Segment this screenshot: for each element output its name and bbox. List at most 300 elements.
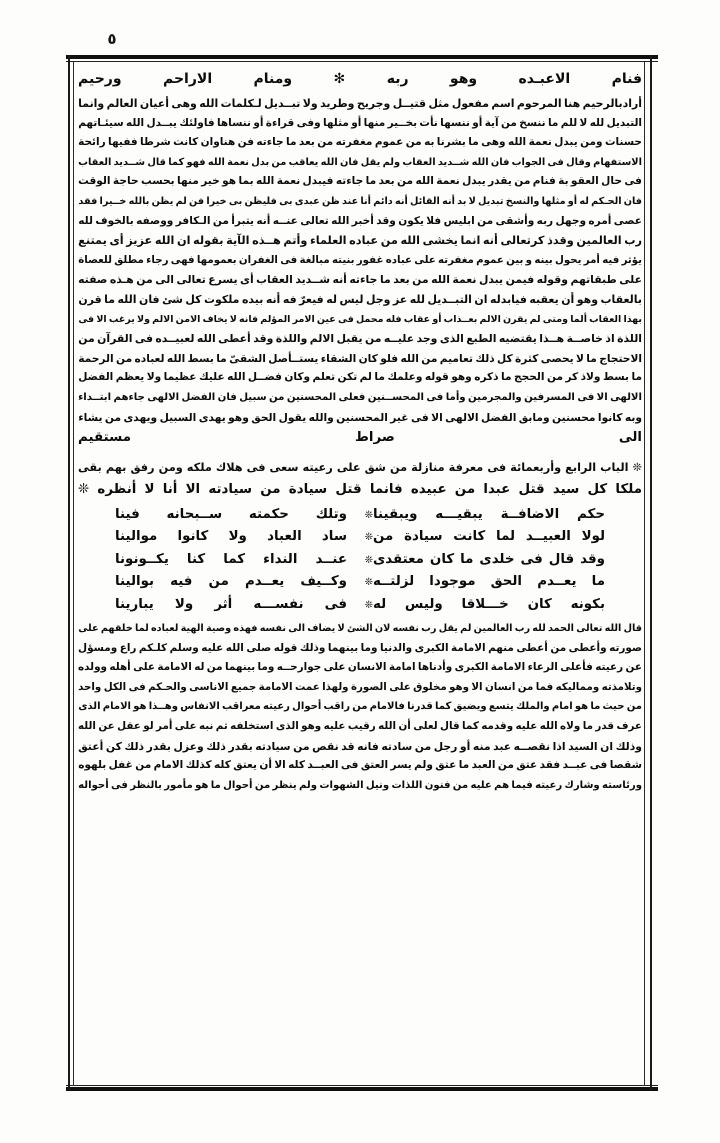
poem-verse <box>78 549 642 571</box>
text-line <box>78 717 642 737</box>
text-word: ما <box>631 371 642 384</box>
text-word: بسط <box>187 351 214 365</box>
text-word: لعبيــده <box>155 332 195 346</box>
text-word: ثم <box>215 720 228 733</box>
text-word: يسرع <box>208 273 238 287</box>
text-word: تعلم <box>312 371 336 384</box>
text-word: أمر <box>156 720 173 733</box>
text-word: عبدى <box>294 195 320 207</box>
text-word: أن <box>561 292 575 306</box>
text-word: مغفرته <box>438 254 474 266</box>
text-word: هناوان <box>200 136 236 149</box>
text-word: من <box>254 779 271 791</box>
text-word: من <box>116 351 133 365</box>
text-word: بشرنا <box>436 136 466 149</box>
text-word: كان <box>358 351 378 365</box>
text-word: ففيها <box>108 136 138 149</box>
text-word: هو <box>574 701 589 713</box>
text-word: وجهل <box>555 214 587 227</box>
text-word: ذلك <box>475 351 495 365</box>
text-word: ما <box>590 701 601 713</box>
text-word: يحصى <box>540 351 574 365</box>
text-word: ننسها <box>440 116 470 129</box>
text-word: بنيته <box>331 254 355 266</box>
text-word: وولده <box>78 661 108 674</box>
text-word: القرآن <box>97 332 133 346</box>
text-line <box>78 639 642 659</box>
poem-verse <box>78 594 642 616</box>
text-word: فلو <box>380 351 399 365</box>
text-word: أنه <box>442 195 455 207</box>
text-word: التبديل <box>606 116 642 129</box>
text-word: الله <box>400 234 420 248</box>
text-word: نعمة <box>436 175 460 188</box>
text-word: وهو <box>449 680 469 693</box>
text-word: ولاذ <box>580 371 601 384</box>
text-word: جوارحــه <box>276 661 322 674</box>
poem-block <box>78 504 642 616</box>
text-word: هــذا <box>539 332 565 346</box>
text-word: كلـكم <box>138 641 168 654</box>
text-word: عبد <box>493 739 512 753</box>
text-word: لعباده <box>150 623 179 635</box>
text-line <box>78 368 642 388</box>
text-word: والدنيا <box>380 641 413 654</box>
text-word: ويهدى <box>123 410 158 424</box>
text-line <box>78 172 642 192</box>
opening-line: فنام الاعبـده وهو ربه ✻ ومنام الاراحم ورحيم <box>78 71 642 87</box>
text-word: من <box>104 410 122 424</box>
text-word: أعيان <box>139 97 169 110</box>
text-word: الاحتجاج <box>599 351 642 365</box>
text-word: وتلامذته <box>601 680 642 693</box>
text-word: خيرا <box>206 195 227 207</box>
text-word: سيئـاتهم <box>78 116 124 129</box>
text-word: فان <box>623 195 642 207</box>
text-word: شــديد <box>113 156 146 168</box>
text-word: الله <box>199 97 219 110</box>
text-word: رائحة <box>78 136 106 149</box>
text-word: شــديد <box>437 156 470 168</box>
text-word: عتق <box>516 759 538 772</box>
text-word: المحســنين <box>367 391 424 403</box>
text-word: العالمين <box>576 234 622 248</box>
text-word: ذلك <box>206 739 226 753</box>
text-word: من <box>206 661 223 674</box>
text-word: أخبر <box>351 214 374 227</box>
text-word: عنــه <box>272 214 298 227</box>
text-word: يقول <box>278 410 307 424</box>
text-word: شئ <box>162 292 183 306</box>
text-word: حال <box>601 175 622 188</box>
text-line <box>78 756 642 776</box>
text-word: أو <box>567 195 578 207</box>
text-word: فى <box>577 391 595 403</box>
text-word: وأشقى <box>495 214 535 227</box>
text-word: حيث <box>602 701 625 713</box>
text-word: ننسخ <box>519 116 546 129</box>
text-word: فى <box>547 156 564 168</box>
text-word: وذلك <box>615 739 642 753</box>
text-word: ما <box>586 351 597 365</box>
text-word: شقصا <box>609 759 642 772</box>
text-word: ومسؤل <box>78 641 118 654</box>
text-word: يقل <box>438 623 458 635</box>
text-word: لا <box>468 195 476 207</box>
text-word: كانت <box>173 136 199 149</box>
text-word: خير <box>201 175 220 188</box>
text-word: عموم <box>476 254 504 266</box>
text-word: غير <box>390 410 409 424</box>
text-word: الانسان <box>347 661 387 674</box>
text-word: فه <box>282 292 297 306</box>
text-word: بعــذاب <box>443 313 478 325</box>
text-word: الالهى <box>445 410 479 424</box>
text-word: الذى <box>78 701 101 713</box>
text-word: وما <box>360 641 378 654</box>
text-word: هم <box>494 779 510 791</box>
text-word: على <box>619 273 642 287</box>
verse-hemistich-first: بكونه كان خـــلاقا وليس له <box>373 596 605 612</box>
text-word: عظيما <box>163 371 197 384</box>
text-word: راع <box>119 641 137 654</box>
text-word: يعتق <box>233 759 257 772</box>
text-word: بالنظر <box>130 779 162 791</box>
text-word: قوله <box>273 641 298 654</box>
text-word: نعمة <box>528 136 552 149</box>
text-word: ومتى <box>542 313 569 325</box>
text-word: على <box>174 720 197 733</box>
text-word: العقاب <box>256 273 293 287</box>
text-word: وقد <box>253 332 274 346</box>
text-word: مبالغة <box>299 254 330 266</box>
text-word: بين <box>506 254 524 266</box>
text-word: وقدذ <box>547 234 574 248</box>
text-word: من <box>380 234 398 248</box>
text-word: الى <box>288 623 306 635</box>
text-line <box>78 310 642 330</box>
text-word: لعلى <box>413 720 438 733</box>
verse-separator-ornament: ❊ <box>364 532 373 544</box>
text-word: ملكوت <box>204 292 240 306</box>
text-word: ولم <box>298 779 317 791</box>
text-word: الله <box>125 116 145 129</box>
text-word: عباده <box>385 254 412 266</box>
text-word: جاءته <box>349 273 378 287</box>
text-word: و <box>525 254 533 266</box>
text-word: مثلها <box>541 195 566 207</box>
text-word: ما <box>547 116 559 129</box>
text-word: العلماء <box>309 234 347 248</box>
text-word: الحق <box>251 410 277 424</box>
text-word: فان <box>217 391 237 403</box>
text-word: قرن <box>78 292 102 306</box>
frame-inner-rule-right <box>644 62 645 1086</box>
text-word: عقل <box>117 720 141 733</box>
text-word: جاءته <box>256 136 284 149</box>
text-word: يشاء <box>78 410 103 424</box>
text-word: وما <box>257 661 275 674</box>
text-word: لعباده <box>134 351 165 365</box>
text-word: عقاب <box>403 313 431 325</box>
text-word: فهو <box>186 156 206 168</box>
text-word: رعيته <box>263 701 290 713</box>
text-word: نعمة <box>276 175 301 188</box>
text-line <box>78 658 642 678</box>
text-word: أو <box>432 313 442 325</box>
text-word: يخاف <box>202 313 228 325</box>
text-word: ان <box>600 739 614 753</box>
text-line <box>78 408 642 428</box>
text-line <box>78 619 642 639</box>
text-word: عليك <box>198 371 225 384</box>
text-word: كر <box>565 371 579 384</box>
text-word: وهو <box>451 371 472 384</box>
text-word: بعد <box>298 136 315 149</box>
text-word: انسان <box>484 680 516 693</box>
text-word: آية <box>484 116 499 129</box>
text-word: وجريح <box>356 97 391 110</box>
text-word: كما <box>462 720 479 733</box>
text-word: أو <box>351 116 362 129</box>
text-word: الكل <box>103 680 127 693</box>
text-word: الله <box>378 720 397 733</box>
text-word: لا <box>579 116 588 129</box>
text-word: بينه <box>534 254 553 266</box>
verse-hemistich-second: فى نفســـه أثر ولا يبارينا <box>115 596 347 612</box>
text-word: أحوال <box>223 779 253 791</box>
text-word: وقال <box>566 156 591 168</box>
text-word: سادته <box>381 739 413 753</box>
text-word: ولا <box>146 371 162 384</box>
text-word: بهذا <box>623 313 642 325</box>
text-word: فان <box>339 156 359 168</box>
text-word: كثرة <box>515 351 539 365</box>
text-word: تكن <box>337 371 358 384</box>
text-word: أحوال <box>292 701 322 713</box>
text-word: فهذه <box>233 623 258 635</box>
text-line <box>78 251 642 271</box>
body-paragraph-top <box>78 94 642 427</box>
text-word: الفضل <box>78 371 114 384</box>
text-word: من <box>136 273 153 287</box>
text-word: القائل <box>410 195 440 207</box>
text-word: له <box>579 195 589 207</box>
text-word: أمر <box>583 254 600 266</box>
text-word: لا <box>337 623 345 635</box>
text-word: الا <box>96 313 107 325</box>
text-word: الاناسى <box>189 680 229 693</box>
text-word: وبه <box>624 410 642 424</box>
text-word: الله <box>507 136 527 149</box>
text-word: أنه <box>256 214 271 227</box>
text-word: فى <box>337 313 354 325</box>
text-word: انما <box>460 234 481 248</box>
text-word: جاءته <box>335 175 364 188</box>
text-word: هو <box>195 779 209 791</box>
text-word: ولا <box>302 97 318 110</box>
text-word: بالله <box>128 195 150 207</box>
text-word: على <box>389 680 411 693</box>
text-word: بعد <box>393 273 410 287</box>
text-word: أرادبالرحيم <box>582 97 642 110</box>
text-word: من <box>271 156 287 168</box>
text-word: الالم <box>479 313 501 325</box>
text-word: بقدر <box>146 739 171 753</box>
text-word: رعيته <box>535 779 563 791</box>
text-word: لو <box>143 720 154 733</box>
text-word: الكبرى <box>454 661 489 674</box>
text-word: فقد <box>78 195 98 207</box>
text-word: الحمد <box>547 623 574 635</box>
text-word: فنون <box>424 779 451 791</box>
body-paragraph-bottom <box>78 619 642 795</box>
text-word: المرحوم <box>516 97 562 110</box>
text-word: محسنين <box>552 410 596 424</box>
text-word: من <box>414 739 432 753</box>
text-word: نأت <box>419 116 438 129</box>
verse-hemistich-first: حكم الاضافــة يبقيـــه ويبقينا <box>373 507 605 523</box>
text-line <box>78 290 642 310</box>
text-word: ما <box>216 351 227 365</box>
text-word: أى <box>109 234 124 248</box>
text-word: بخــير <box>387 116 418 129</box>
text-word: وجد <box>416 332 438 346</box>
text-word: رجل <box>433 739 458 753</box>
text-word: عرف <box>616 720 642 733</box>
text-word: تبديل <box>478 195 504 207</box>
text-word: مخلوق <box>413 680 447 693</box>
text-word: وسلم <box>169 641 199 654</box>
text-word: يحول <box>554 254 582 266</box>
verse-hemistich-second: وتلك حكمته ســبحانه فينا <box>115 507 347 523</box>
text-word: من <box>452 779 469 791</box>
chapter-heading-line-2: ملكا كل سيد قتل عبدا من عبيده فانما قتل سيادة من سيادته الا أنا لا أنظره ❊ <box>78 482 642 498</box>
text-word: مفعول <box>451 97 489 110</box>
text-word: يعقبه <box>529 292 559 306</box>
text-word: عليه <box>201 641 224 654</box>
text-word: قال <box>623 623 642 635</box>
text-word: الانفاس <box>180 701 220 713</box>
text-line <box>78 270 642 290</box>
text-word: خلقهم <box>100 623 133 635</box>
text-word: كل <box>497 351 513 365</box>
text-word: نقصــه <box>513 739 551 753</box>
text-word: الله <box>431 273 450 287</box>
text-word: وأتم <box>283 234 308 248</box>
chapter-heading <box>78 457 642 501</box>
text-word: يستــأصل <box>268 351 319 365</box>
text-word: الالم <box>152 313 174 325</box>
text-word: من <box>517 680 534 693</box>
text-word: لا <box>229 313 237 325</box>
text-word: تعالى <box>576 623 603 635</box>
text-word: ما <box>104 292 116 306</box>
text-word: فالامام <box>369 701 405 713</box>
text-line <box>78 776 642 796</box>
text-word: يضاف <box>307 623 336 635</box>
text-word: أى <box>240 273 254 287</box>
text-word: العالم <box>106 97 138 110</box>
text-word: الجواب <box>511 156 546 168</box>
page-text-column <box>78 66 642 795</box>
text-word: العالمين <box>473 623 513 635</box>
text-word: فيما <box>511 779 533 791</box>
text-word: يقرن <box>503 313 528 325</box>
text-word: صفته <box>78 273 108 287</box>
text-word: الشئ <box>346 623 373 635</box>
verse-separator-ornament: ❊ <box>364 599 373 611</box>
text-word: فهى <box>170 254 195 266</box>
text-word: نعمة <box>452 273 477 287</box>
text-word: الله <box>78 720 96 733</box>
text-word: لم <box>529 313 541 325</box>
text-word: أنه <box>265 292 281 306</box>
text-word: الفضل <box>181 391 216 403</box>
text-word: الله <box>415 175 434 188</box>
text-word: الشقىّ <box>229 351 266 365</box>
text-word: العقاب <box>78 156 112 168</box>
text-word: رعيته <box>595 661 624 674</box>
text-word: أعتق <box>78 739 104 753</box>
text-word: من <box>364 332 382 346</box>
chapter-heading-line-1: ❊ الباب الرابع وأربعمائة فى معرفة منازلة من شق على رعيته سعى فى هلاك ملكه ومن رفق بهم بقى <box>78 461 642 475</box>
text-word: فنام <box>532 175 556 188</box>
text-word: يخشى <box>422 234 458 248</box>
text-word: الله <box>196 332 216 346</box>
text-word: الله <box>207 156 225 168</box>
text-word: قدر <box>595 720 615 733</box>
text-word: من <box>78 332 95 346</box>
text-word: الرحمة <box>78 351 114 365</box>
text-word: عين <box>316 313 336 325</box>
text-word: قال <box>440 720 460 733</box>
text-word: نفسه <box>259 623 287 635</box>
text-word: الالهى <box>147 391 180 403</box>
text-word: فأعلى <box>560 661 593 674</box>
text-line <box>78 737 642 757</box>
text-word: غفل <box>108 759 133 772</box>
text-word: الامام <box>102 701 132 713</box>
text-word: يتسع <box>488 701 514 713</box>
text-word: ما <box>286 136 297 149</box>
text-word: عليه <box>323 720 346 733</box>
text-word: مغفرته <box>335 136 373 149</box>
text-word: قدرنا <box>407 701 433 713</box>
text-word: لله <box>532 623 546 635</box>
text-word: رب <box>624 234 642 248</box>
text-line <box>78 349 642 369</box>
text-word: راقب <box>323 701 350 713</box>
text-word: والله <box>308 410 334 424</box>
text-word: فلا <box>426 214 442 227</box>
text-word: غفور <box>356 254 384 266</box>
text-word: تعاميم <box>439 351 473 365</box>
text-word: الله <box>539 720 558 733</box>
text-word: بالعقاب <box>600 292 642 306</box>
text-word: جميع <box>230 680 257 693</box>
text-word: للعصاة <box>78 254 112 266</box>
text-word: بى <box>279 195 293 207</box>
text-word: الا <box>274 759 286 772</box>
text-word: لله <box>78 214 93 227</box>
text-word: يسر <box>390 759 412 772</box>
text-word: واللذة <box>275 332 308 346</box>
text-word: ومماليكه <box>555 680 600 693</box>
text-word: المحسنين <box>286 391 337 403</box>
text-word: العبــد <box>307 759 339 772</box>
text-word: ليس <box>339 292 364 306</box>
